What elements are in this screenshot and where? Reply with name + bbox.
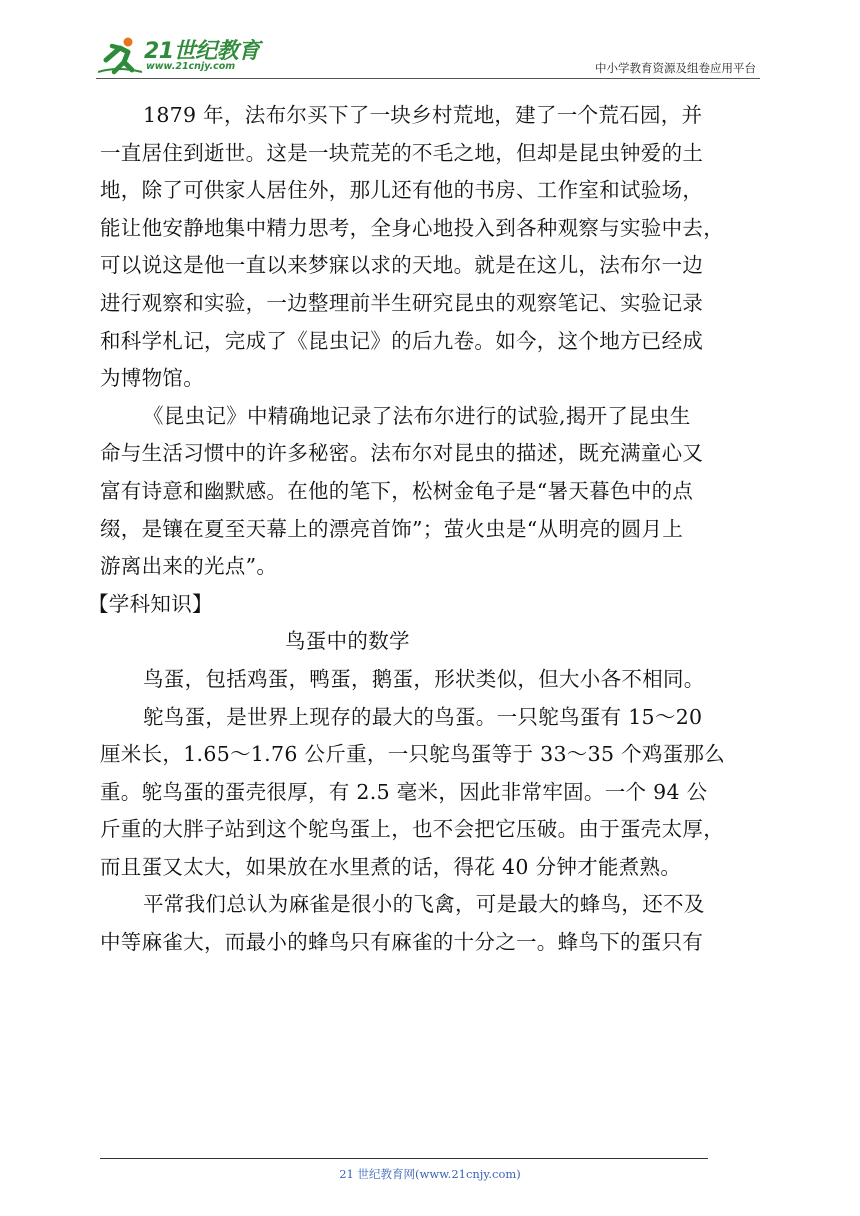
platform-name: 中小学教育资源及组卷应用平台: [595, 61, 756, 75]
text-line: 重。鸵鸟蛋的蛋壳很厚，有 2.5 毫米，因此非常牢固。一个 94 公: [100, 779, 708, 804]
site-logo[interactable]: [96, 32, 266, 76]
text-line: 一直居住到逝世。这是一块荒芜的不毛之地，但却是昆虫钟爱的土: [100, 140, 704, 165]
text-line: 平常我们总认为麻雀是很小的飞禽，可是最大的蜂鸟，还不及: [143, 892, 705, 917]
text-line: 1879 年，法布尔买下了一块乡村荒地，建了一个荒石园，并: [143, 103, 703, 127]
runner-logo-icon: [98, 36, 144, 76]
section-label: 【学科知识】: [88, 591, 213, 616]
text-line: 命与生活习惯中的许多秘密。法布尔对昆虫的描述，既充满童心又: [100, 441, 704, 466]
document-body: [88, 97, 764, 962]
text-line: 富有诗意和幽默感。在他的笔下，松树金龟子是“暑天暮色中的点: [100, 478, 694, 503]
article-title-row: [100, 623, 764, 661]
text-line: 地，除了可供家人居住外，那儿还有他的书房、工作室和试验场，: [100, 178, 704, 203]
text-line: 厘米长，1.65～1.76 公斤重，一只鸵鸟蛋等于 33～35 个鸡蛋那么: [100, 742, 726, 767]
section-heading: [88, 586, 764, 624]
paragraph-purchase: [100, 97, 764, 398]
footer-link[interactable]: 21 世纪教育网(www.21cnjy.com): [339, 1167, 521, 1181]
text-line: 中等麻雀大，而最小的蜂鸟只有麻雀的十分之一。蜂鸟下的蛋只有: [100, 930, 704, 955]
text-line: 鸵鸟蛋，是世界上现存的最大的鸟蛋。一只鸵鸟蛋有 15～20: [143, 704, 703, 729]
text-line: 鸟蛋，包括鸡蛋，鸭蛋，鹅蛋，形状类似，但大小各不相同。: [143, 666, 705, 691]
text-line: 能让他安静地集中精力思考，全身心地投入到各种观察与实验中去，: [100, 215, 724, 240]
page-header: [96, 30, 760, 80]
text-line: 而且蛋又太大，如果放在水里煮的话，得花 40 分钟才能煮熟。: [100, 854, 682, 879]
text-line: 游离出来的光点”。: [100, 554, 278, 579]
text-line: 缀，是镶在夏至天幕上的漂亮首饰”；萤火虫是“从明亮的圆月上: [100, 516, 684, 541]
paragraph-hummingbird: [100, 886, 764, 961]
text-line: 可以说这是他一直以来梦寐以求的天地。就是在这儿，法布尔一边: [100, 253, 704, 278]
paragraph-insects-book: [100, 398, 764, 586]
logo-url: www.21cnjy.com: [146, 61, 236, 72]
header-divider: [96, 78, 760, 79]
text-line: 斤重的大胖子站到这个鸵鸟蛋上，也不会把它压破。由于蛋壳太厚，: [100, 817, 724, 842]
text-line: 《昆虫记》中精确地记录了法布尔进行的试验,揭开了昆虫生: [143, 403, 691, 428]
text-line: 进行观察和实验，一边整理前半生研究昆虫的观察笔记、实验记录: [100, 290, 704, 315]
text-line: 为博物馆。: [100, 366, 204, 391]
footer-divider: [100, 1158, 708, 1159]
article-title: 鸟蛋中的数学: [285, 629, 410, 654]
text-line: 和科学札记，完成了《昆虫记》的后九卷。如今，这个地方已经成: [100, 328, 704, 353]
logo-text: 21世纪教育: [144, 39, 260, 64]
paragraph-ostrich-egg: [100, 699, 764, 887]
paragraph-bird-eggs: [100, 661, 764, 699]
